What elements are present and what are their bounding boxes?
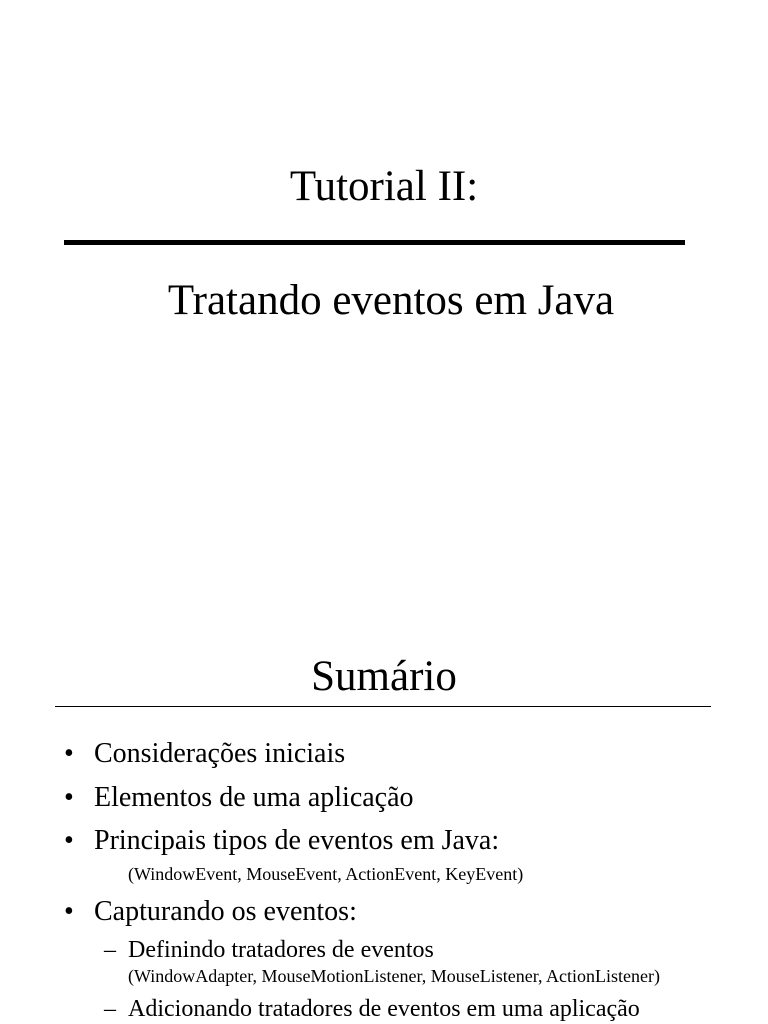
slide1-title: Tutorial II:	[289, 163, 479, 210]
list-item: Principais tipos de eventos em Java:	[94, 825, 500, 856]
sub-list-item-note: (WindowAdapter, MouseMotionListener, MouseListener, ActionListener)	[128, 966, 660, 986]
list-item: Elementos de uma aplicação	[94, 782, 414, 813]
bullet-icon: •	[64, 738, 74, 769]
dash-icon: –	[104, 996, 116, 1022]
sub-list-item: Adicionando tratadores de eventos em uma aplicação	[128, 996, 640, 1022]
title-divider	[64, 240, 685, 245]
list-item-note: (WindowEvent, MouseEvent, ActionEvent, KeyEvent)	[128, 864, 524, 884]
slide2-title: Sumário	[311, 653, 457, 700]
dash-icon: –	[104, 937, 116, 963]
sub-list-item: Definindo tratadores de eventos	[128, 937, 434, 963]
slide1-subtitle: Tratando eventos em Java	[167, 277, 615, 324]
bullet-icon: •	[64, 896, 74, 927]
list-item: Capturando os eventos:	[94, 896, 357, 927]
summary-divider	[55, 706, 711, 707]
bullet-icon: •	[64, 782, 74, 813]
list-item: Considerações iniciais	[94, 738, 346, 769]
bullet-icon: •	[64, 825, 74, 856]
